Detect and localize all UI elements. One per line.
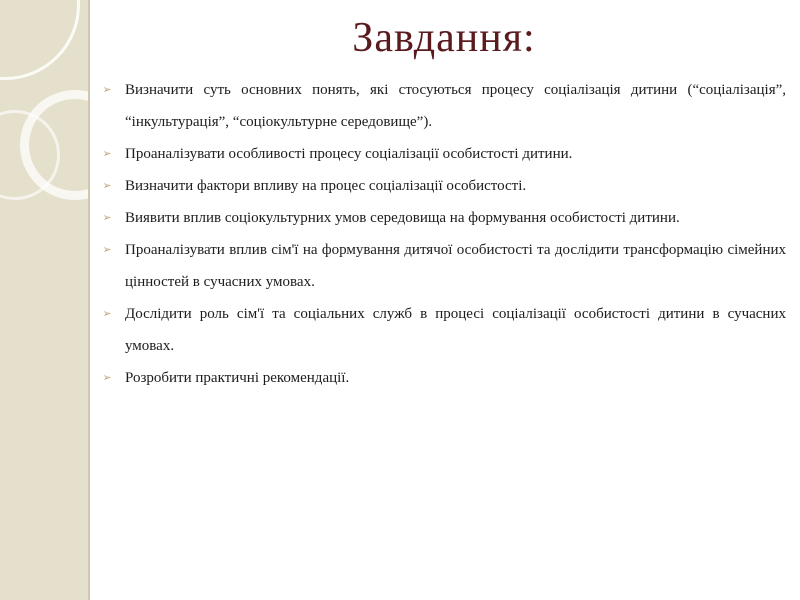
task-text: Визначити суть основних понять, які стосуються процесу соціалізація дитини (“соціалізація”, “інкультурація”, “соціокультурне середовище”). [125,82,786,130]
bullet-arrow-icon: ➢ [102,212,112,224]
decorative-ring [0,0,80,80]
bullet-arrow-icon: ➢ [102,372,112,384]
task-item [98,362,786,394]
bullet-arrow-icon: ➢ [102,148,112,160]
task-text: Визначити фактори впливу на процес соціалізації особистості. [125,178,527,194]
task-item [98,202,786,234]
task-list [98,74,786,394]
task-text: Дослідити роль сім'ї та соціальних служб в процесі соціалізації особистості дитини в сучасних умовах. [125,306,786,354]
bullet-arrow-icon: ➢ [102,84,112,96]
task-text: Розробити практичні рекомендації. [125,370,350,386]
task-text: Проаналізувати особливості процесу соціалізації особистості дитини. [125,146,573,162]
task-text: Виявити вплив соціокультурних умов середовища на формування особистості дитини. [125,210,680,226]
task-item [98,234,786,298]
task-text: Проаналізувати вплив сім'ї на формування дитячої особистості та дослідити трансформацію сімейних цінностей в сучасних умовах. [125,242,786,290]
slide-title: Завдання: [352,15,536,61]
task-item [98,74,786,138]
task-item [98,138,786,170]
bullet-arrow-icon: ➢ [102,180,112,192]
side-panel-edge [88,0,90,600]
task-item [98,170,786,202]
task-item [98,298,786,362]
decorative-side-panel [0,0,88,600]
bullet-arrow-icon: ➢ [102,244,112,256]
bullet-arrow-icon: ➢ [102,308,112,320]
